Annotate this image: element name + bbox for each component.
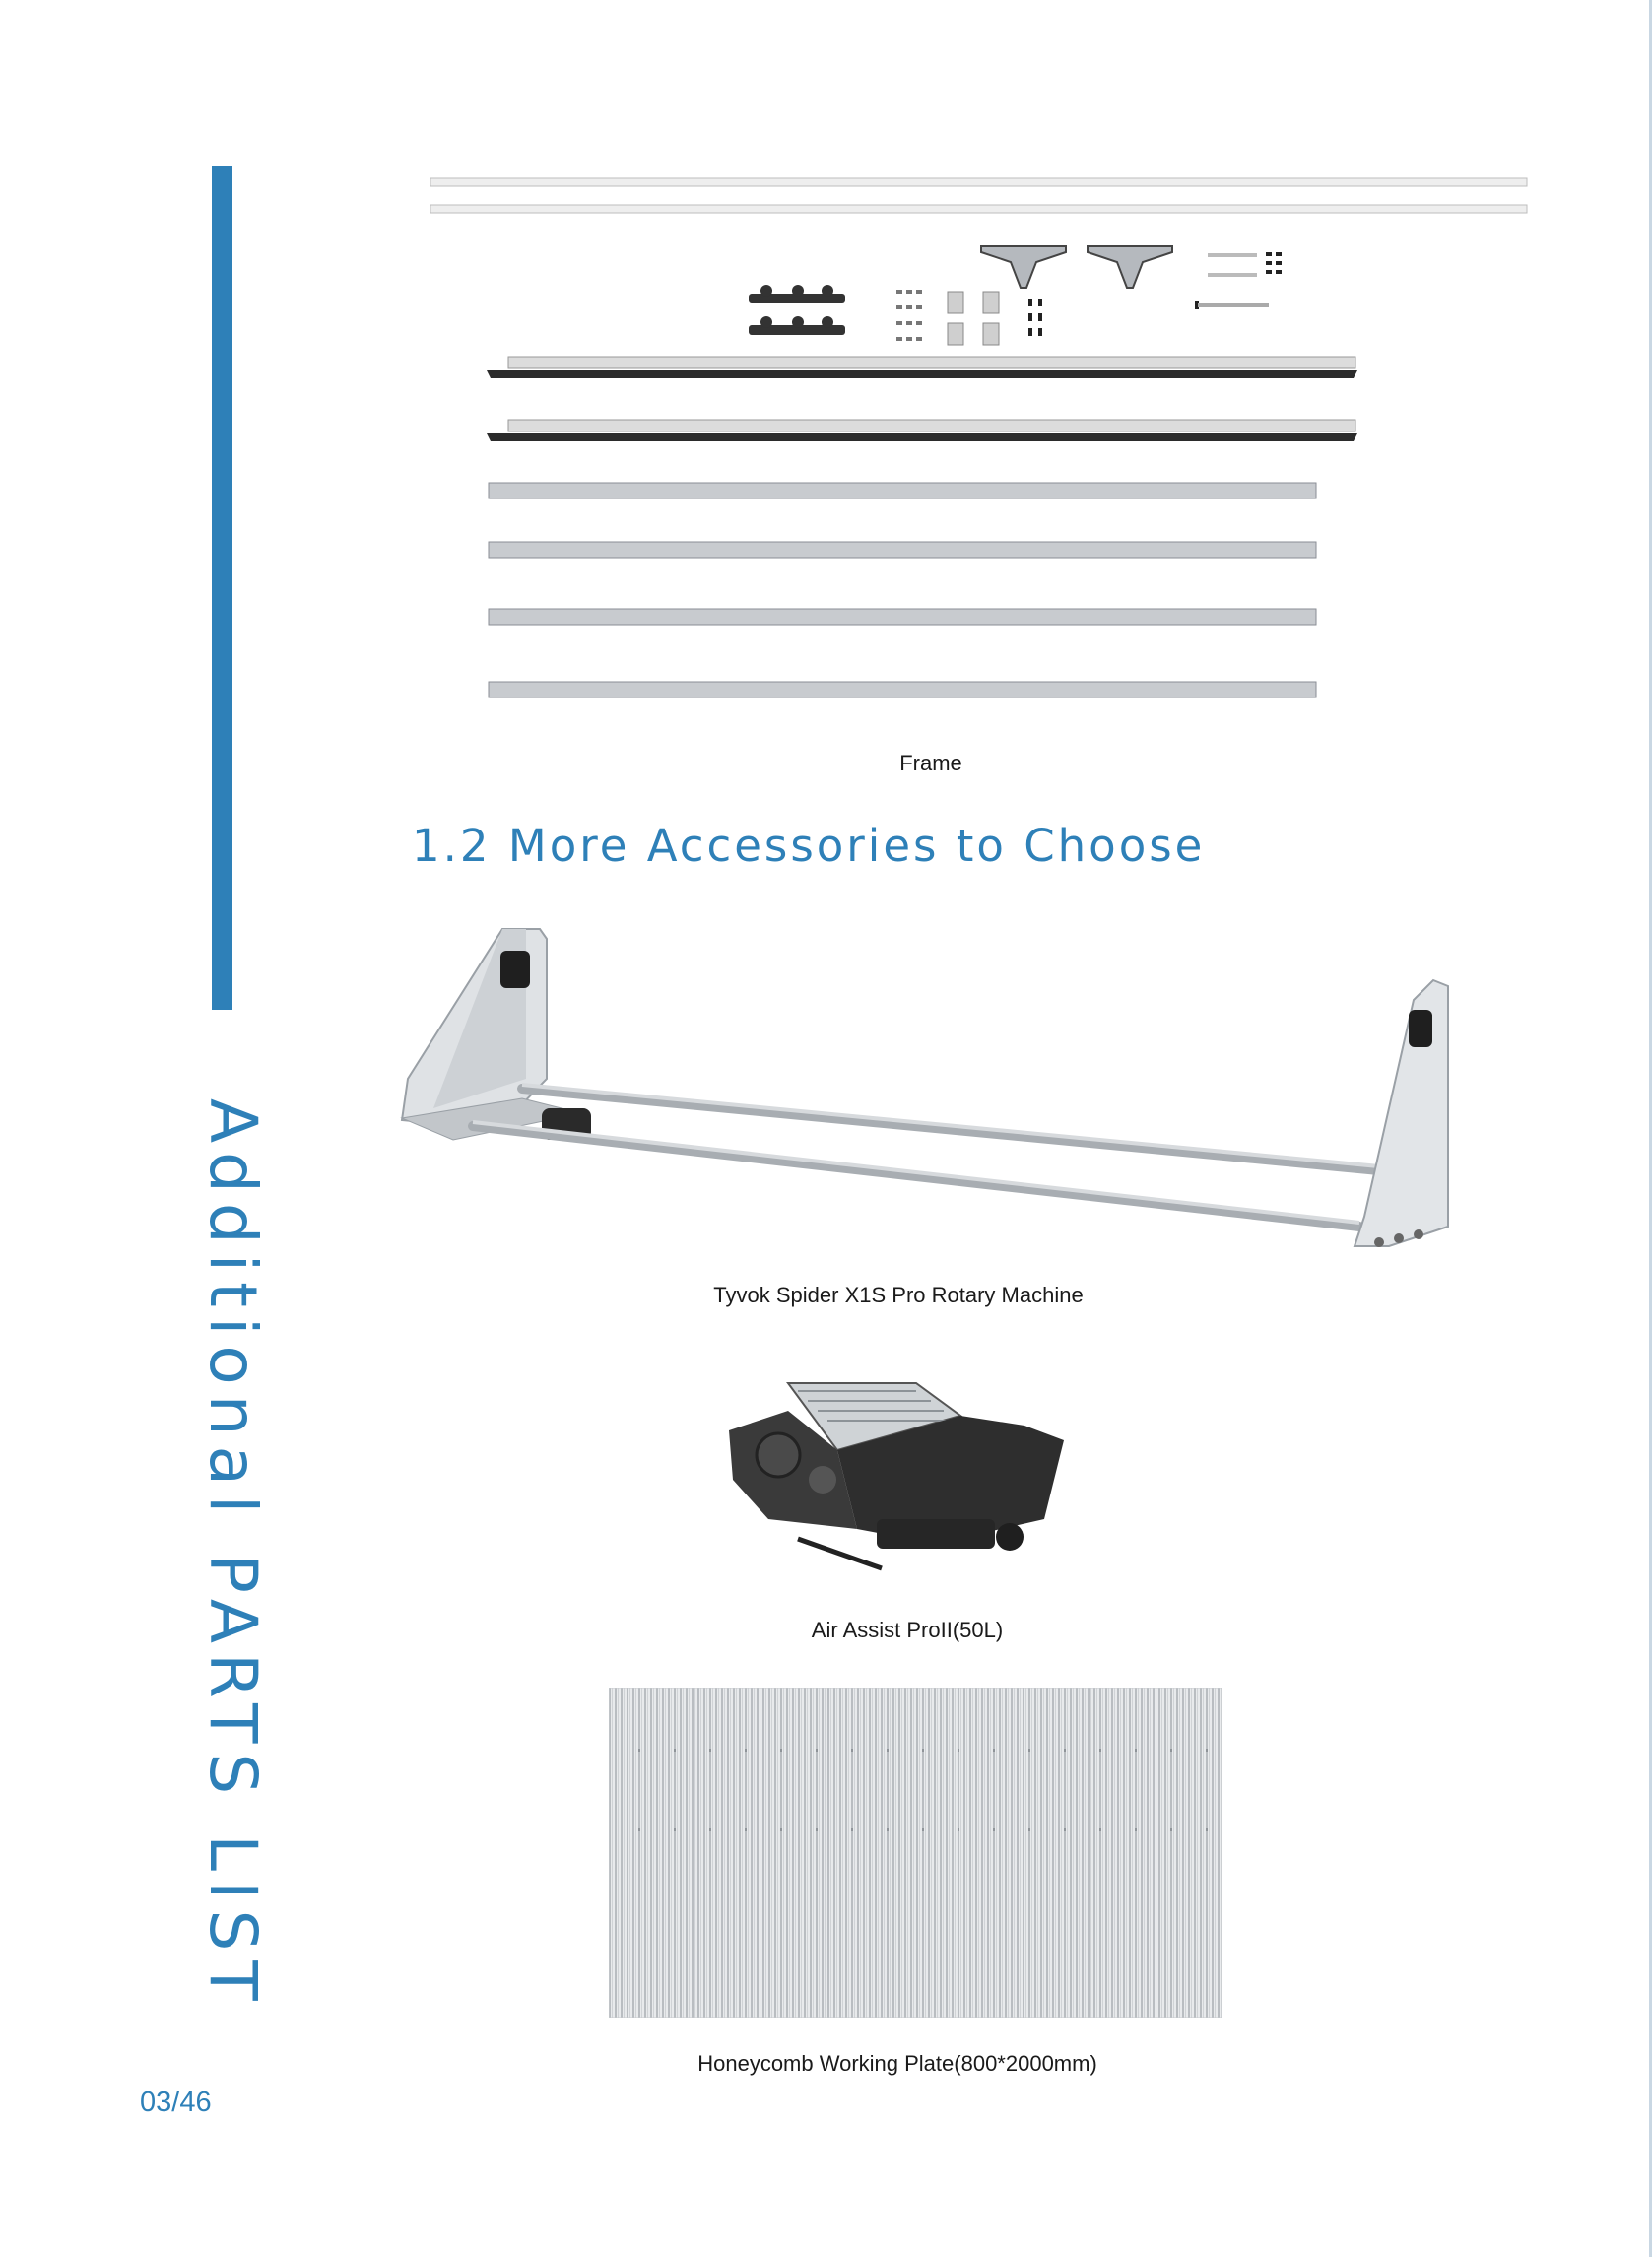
- rotary-machine-image: [394, 921, 1478, 1310]
- accent-side-bar: [212, 166, 232, 1010]
- rotary-caption: Tyvok Spider X1S Pro Rotary Machine: [713, 1283, 1084, 1307]
- side-title: Additional PARTS LIST: [195, 1098, 271, 2011]
- honeycomb-plate-image: [609, 1688, 1222, 2018]
- air-assist-caption: Air Assist ProII(50L): [811, 1618, 1004, 1642]
- section-heading: 1.2 More Accessories to Choose: [412, 820, 1206, 872]
- air-assist-image: [729, 1371, 1069, 1576]
- frame-caption: Frame: [899, 751, 962, 775]
- frame-parts-image: [424, 167, 1547, 719]
- honeycomb-caption: Honeycomb Working Plate(800*2000mm): [697, 2051, 1097, 2076]
- page-number: 03/46: [140, 2087, 212, 2118]
